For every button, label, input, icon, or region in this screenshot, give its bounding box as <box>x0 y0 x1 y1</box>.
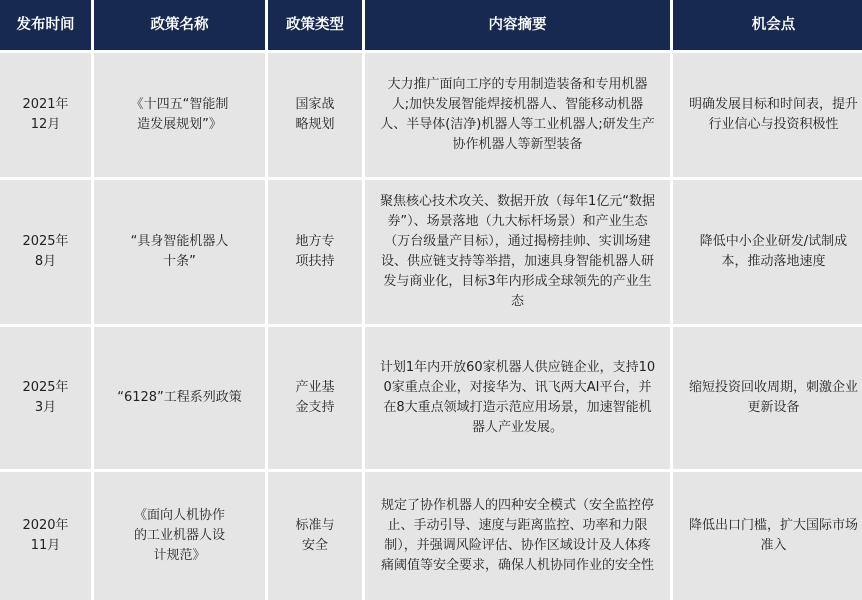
header-summary-label: 内容摘要 <box>488 16 547 33</box>
row-1-opportunity <box>673 53 862 177</box>
row-4-summary <box>365 472 670 600</box>
row-2-name-text: “具身智能机器人十条” <box>130 234 229 269</box>
row-4-date-text: 2020年11月 <box>22 518 69 553</box>
row-4-opportunity <box>673 472 862 600</box>
row-1-type <box>268 53 362 177</box>
header-date-label: 发布时间 <box>16 16 75 33</box>
row-4-date <box>0 472 91 600</box>
row-2-opportunity <box>673 180 862 324</box>
row-3-type-text: 产业基金支持 <box>295 380 335 415</box>
header-type-label: 政策类型 <box>286 16 344 33</box>
row-2-opportunity-text: 降低中小企业研发/试制成本，推动落地速度 <box>699 234 848 269</box>
row-3-name <box>94 327 265 469</box>
header-opportunity-label: 机会点 <box>751 16 796 33</box>
row-2-summary-text: 聚焦核心技术攻关、数据开放（每年1亿元“数据券”）、场景落地（九大标杆场景）和产业生态（万台级量产目标），通过揭榜挂帅、实训场建设、供应链支持等举措，加速具身智能机器人研发与商业化，目标3年内形成全球领先的产业生态 <box>379 194 655 309</box>
row-2-type-text: 地方专项扶持 <box>295 234 335 269</box>
row-3-date <box>0 327 91 469</box>
header-name-label: 政策名称 <box>150 16 209 33</box>
row-4-name-text: 《面向人机协作的工业机器人设计规范》 <box>133 508 225 563</box>
row-4-opportunity-text: 降低出口门槛，扩大国际市场准入 <box>689 518 859 553</box>
row-1-date-text: 2021年12月 <box>22 97 69 132</box>
row-2-date-text: 2025年8月 <box>22 234 69 269</box>
row-2-summary <box>365 180 670 324</box>
header-name <box>94 0 265 50</box>
row-3-opportunity <box>673 327 862 469</box>
row-1-type-text: 国家战略规划 <box>295 97 335 132</box>
row-4-type <box>268 472 362 600</box>
row-4-type-text: 标准与安全 <box>295 518 335 553</box>
row-1-summary <box>365 53 670 177</box>
header-summary <box>365 0 670 50</box>
row-2-date <box>0 180 91 324</box>
header-type <box>268 0 362 50</box>
row-1-date <box>0 53 91 177</box>
row-2-name <box>94 180 265 324</box>
header-opportunity <box>673 0 862 50</box>
row-1-name <box>94 53 265 177</box>
row-3-opportunity-text: 缩短投资回收周期，刺激企业更新设备 <box>689 380 859 415</box>
row-3-date-text: 2025年3月 <box>22 380 69 415</box>
row-2-type <box>268 180 362 324</box>
row-3-type <box>268 327 362 469</box>
row-3-summary-text: 计划1年内开放60家机器人供应链企业，支持100家重点企业，对接华为、讯飞两大AI平台，并在8大重点领域打造示范应用场景，加速智能机器人产业发展。 <box>379 360 656 435</box>
row-3-summary <box>365 327 670 469</box>
row-4-name <box>94 472 265 600</box>
row-1-opportunity-text: 明确发展目标和时间表，提升行业信心与投资积极性 <box>689 97 859 132</box>
row-3-name-text: “6128”工程系列政策 <box>117 390 242 405</box>
header-date <box>0 0 91 50</box>
row-1-name-text: 《十四五“智能制造发展规划”》 <box>130 97 229 132</box>
row-1-summary-text: 大力推广面向工序的专用制造装备和专用机器人;加快发展智能焊接机器人、智能移动机器人、半导体(洁净)机器人等工业机器人;研发生产协作机器人等新型装备 <box>380 77 655 152</box>
row-4-summary-text: 规定了协作机器人的四种安全模式（安全监控停止、手动引导、速度与距离监控、功率和力限制），并强调风险评估、协作区域设计及人体疼痛阈值等安全要求，确保人机协同作业的安全性 <box>380 498 654 573</box>
